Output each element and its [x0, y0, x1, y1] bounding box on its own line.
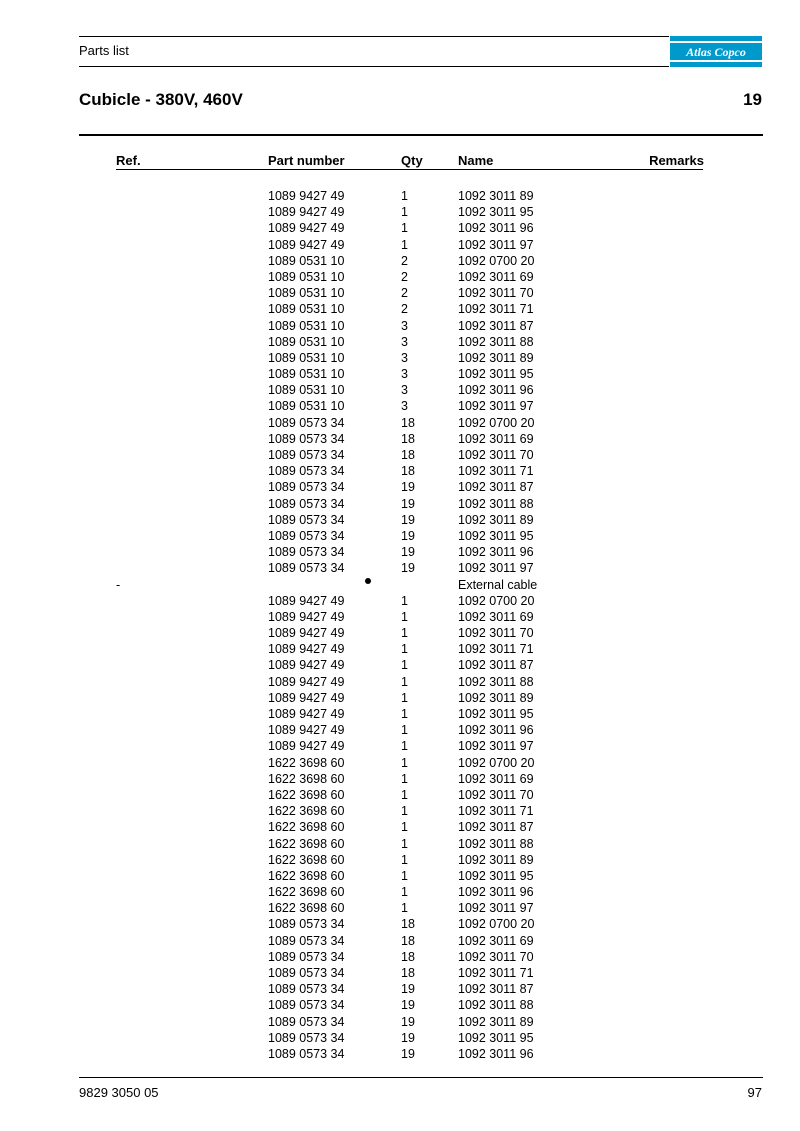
name-cell: 1092 3011 71	[458, 642, 534, 657]
name-cell: 1092 3011 88	[458, 334, 534, 349]
qty-cell: 3	[401, 318, 408, 333]
table-row	[0, 610, 800, 626]
name-cell: 1092 3011 96	[458, 545, 534, 560]
col-header-qty: Qty	[401, 153, 423, 168]
part-number-cell: 1089 9427 49	[268, 626, 345, 641]
table-row	[0, 885, 800, 901]
qty-cell: 1	[401, 626, 408, 641]
part-number-cell: 1622 3698 60	[268, 868, 345, 883]
table-row	[0, 448, 800, 464]
qty-cell: 19	[401, 1014, 415, 1029]
part-number-cell: 1089 0573 34	[268, 448, 345, 462]
document-number: 9829 3050 05	[79, 1085, 159, 1100]
qty-cell: 1	[401, 189, 408, 203]
name-cell: 1092 3011 96	[458, 723, 534, 738]
part-number-cell: 1089 0573 34	[268, 966, 345, 980]
part-number-cell: 1089 0531 10	[268, 399, 345, 414]
qty-cell: 19	[401, 982, 415, 997]
name-cell: 1092 3011 88	[458, 836, 534, 851]
part-number-cell: 1089 0573 34	[268, 933, 345, 948]
col-header-name: Name	[458, 153, 494, 168]
table-row	[0, 642, 800, 658]
name-cell: 1092 3011 70	[458, 787, 534, 802]
table-row	[0, 286, 800, 302]
name-cell: 1092 3011 96	[458, 1046, 534, 1061]
qty-cell: 3	[401, 334, 408, 349]
qty-cell: 1	[401, 771, 408, 786]
svg-text:Atlas Copco: Atlas Copco	[686, 45, 746, 59]
table-row	[0, 221, 800, 237]
table-row	[0, 739, 800, 755]
part-number-cell: 1089 0531 10	[268, 253, 345, 268]
header-label: Parts list	[79, 43, 129, 58]
name-cell: 1092 3011 70	[458, 448, 534, 462]
qty-cell: 18	[401, 431, 415, 446]
part-number-cell: 1089 9427 49	[268, 609, 345, 624]
table-row	[0, 1047, 800, 1063]
qty-cell: 19	[401, 561, 415, 576]
name-cell: 1092 3011 69	[458, 933, 534, 948]
table-row	[0, 561, 800, 577]
name-cell: 1092 3011 89	[458, 1014, 534, 1029]
name-cell: 1092 3011 87	[458, 658, 534, 673]
table-row	[0, 497, 800, 513]
qty-cell: 1	[401, 237, 408, 252]
qty-cell: 18	[401, 949, 415, 964]
name-cell: 1092 3011 95	[458, 707, 534, 721]
part-number-cell: 1089 9427 49	[268, 707, 345, 721]
part-number-cell: 1089 9427 49	[268, 593, 345, 608]
name-cell: 1092 3011 97	[458, 399, 534, 414]
table-row	[0, 756, 800, 772]
qty-cell: 2	[401, 302, 408, 317]
qty-cell: 1	[401, 852, 408, 867]
name-cell: 1092 3011 95	[458, 367, 534, 382]
part-number-cell: 1622 3698 60	[268, 787, 345, 802]
table-row	[0, 319, 800, 335]
table-row	[0, 270, 800, 286]
name-cell: 1092 3011 71	[458, 804, 534, 819]
name-cell: 1092 3011 88	[458, 496, 534, 511]
ref-cell: -	[116, 577, 121, 592]
part-number-cell: 1089 0531 10	[268, 334, 345, 349]
table-row	[0, 464, 800, 480]
table-row	[0, 917, 800, 933]
qty-cell: 19	[401, 528, 415, 543]
qty-cell: 19	[401, 1046, 415, 1061]
qty-cell: 19	[401, 998, 415, 1013]
qty-cell: 19	[401, 480, 415, 495]
name-cell: 1092 3011 89	[458, 512, 534, 527]
name-cell: 1092 3011 97	[458, 561, 534, 576]
name-cell: 1092 3011 89	[458, 189, 534, 203]
qty-cell: 1	[401, 836, 408, 851]
part-number-cell: 1089 0573 34	[268, 998, 345, 1013]
name-cell: 1092 3011 87	[458, 480, 534, 495]
name-cell: 1092 3011 70	[458, 286, 534, 301]
part-number-cell: 1089 0573 34	[268, 561, 345, 576]
name-cell: 1092 3011 88	[458, 998, 534, 1013]
name-cell: 1092 3011 95	[458, 205, 534, 220]
qty-cell: 19	[401, 545, 415, 560]
part-number-cell: 1089 9427 49	[268, 723, 345, 738]
title-rule	[79, 134, 763, 136]
part-number-cell: 1089 9427 49	[268, 690, 345, 705]
name-cell: 1092 3011 96	[458, 383, 534, 398]
table-row	[0, 1031, 800, 1047]
qty-cell: 18	[401, 917, 415, 932]
part-number-cell: 1089 0573 34	[268, 1046, 345, 1061]
name-cell: 1092 3011 95	[458, 528, 534, 543]
part-number-cell: 1622 3698 60	[268, 852, 345, 867]
qty-cell: 19	[401, 496, 415, 511]
part-number-cell: 1089 0573 34	[268, 528, 345, 543]
name-cell: 1092 3011 97	[458, 739, 534, 754]
table-row	[0, 723, 800, 739]
name-cell: 1092 3011 96	[458, 885, 534, 900]
part-number-cell: 1089 9427 49	[268, 739, 345, 754]
name-cell: 1092 3011 69	[458, 269, 534, 284]
name-cell: 1092 3011 97	[458, 237, 534, 252]
name-cell: 1092 3011 88	[458, 674, 534, 689]
table-row	[0, 432, 800, 448]
part-number-cell: 1089 0573 34	[268, 496, 345, 511]
name-cell: 1092 0700 20	[458, 755, 535, 770]
name-cell: 1092 3011 89	[458, 350, 534, 365]
qty-cell: 1	[401, 205, 408, 220]
part-number-cell: 1089 0573 34	[268, 431, 345, 446]
table-row	[0, 675, 800, 691]
table-row	[0, 416, 800, 432]
table-row	[0, 399, 800, 415]
page-title: Cubicle - 380V, 460V	[79, 90, 243, 109]
qty-cell: 3	[401, 367, 408, 382]
table-row	[0, 302, 800, 318]
qty-cell: 1	[401, 707, 408, 721]
qty-cell: 3	[401, 399, 408, 414]
qty-cell: 1	[401, 674, 408, 689]
page-number: 97	[747, 1085, 762, 1100]
qty-cell: 1	[401, 690, 408, 705]
qty-cell: 1	[401, 787, 408, 802]
part-number-cell: 1622 3698 60	[268, 885, 345, 900]
table-row	[0, 335, 800, 351]
name-cell: 1092 3011 87	[458, 982, 534, 997]
name-cell: 1092 3011 71	[458, 302, 534, 317]
name-cell: 1092 3011 69	[458, 771, 534, 786]
qty-cell: 18	[401, 966, 415, 980]
part-number-cell: 1089 0573 34	[268, 917, 345, 932]
table-row	[0, 351, 800, 367]
table-row	[0, 480, 800, 496]
header-rule-bottom	[79, 66, 669, 67]
qty-cell: 3	[401, 350, 408, 365]
name-cell: 1092 3011 97	[458, 901, 534, 916]
part-number-cell: 1089 9427 49	[268, 205, 345, 220]
part-number-cell: 1089 0531 10	[268, 302, 345, 317]
part-number-cell: 1089 9427 49	[268, 642, 345, 657]
qty-cell: 1	[401, 901, 408, 916]
table-row	[0, 934, 800, 950]
table-row	[0, 383, 800, 399]
name-cell: External cable	[458, 577, 538, 592]
qty-cell: 19	[401, 1030, 415, 1045]
part-number-cell: 1089 0531 10	[268, 350, 345, 365]
part-number-cell: 1089 0531 10	[268, 269, 345, 284]
name-cell: 1092 3011 89	[458, 690, 534, 705]
qty-cell: 1	[401, 593, 408, 608]
table-row	[0, 966, 800, 982]
table-row	[0, 513, 800, 529]
part-number-cell: 1089 0573 34	[268, 415, 345, 430]
table-row	[0, 772, 800, 788]
section-number: 19	[743, 90, 762, 109]
qty-cell: 2	[401, 253, 408, 268]
table-row	[0, 189, 800, 205]
table-row	[0, 367, 800, 383]
part-number-cell: 1089 0573 34	[268, 949, 345, 964]
qty-cell: 1	[401, 609, 408, 624]
part-number-cell: 1089 0531 10	[268, 367, 345, 382]
table-row	[0, 594, 800, 610]
part-number-cell: 1089 0573 34	[268, 512, 345, 527]
part-number-cell: 1089 0573 34	[268, 1014, 345, 1029]
table-row	[0, 820, 800, 836]
table-row	[0, 545, 800, 561]
part-number-cell: 1089 9427 49	[268, 658, 345, 673]
qty-cell: 1	[401, 658, 408, 673]
part-number-cell: 1089 0531 10	[268, 383, 345, 398]
qty-cell: 1	[401, 820, 408, 835]
part-number-cell: 1089 0573 34	[268, 545, 345, 560]
part-number-cell: 1089 0573 34	[268, 1030, 345, 1045]
name-cell: 1092 3011 71	[458, 966, 534, 980]
col-header-ref: Ref.	[116, 153, 141, 168]
part-number-cell: 1089 9427 49	[268, 189, 345, 203]
part-number-cell: 1622 3698 60	[268, 804, 345, 819]
part-number-cell: 1089 9427 49	[268, 237, 345, 252]
name-cell: 1092 3011 87	[458, 318, 534, 333]
name-cell: 1092 3011 70	[458, 949, 534, 964]
name-cell: 1092 0700 20	[458, 253, 535, 268]
part-number-cell: 1089 0573 34	[268, 464, 345, 479]
qty-cell: 2	[401, 269, 408, 284]
qty-cell: 3	[401, 383, 408, 398]
table-row	[0, 853, 800, 869]
name-cell: 1092 3011 69	[458, 609, 534, 624]
qty-cell: 18	[401, 464, 415, 479]
table-row	[0, 950, 800, 966]
qty-cell: 1	[401, 755, 408, 770]
name-cell: 1092 3011 69	[458, 431, 534, 446]
table-row	[0, 658, 800, 674]
table-row	[0, 205, 800, 221]
col-header-part-number: Part number	[268, 153, 345, 168]
table-row	[0, 804, 800, 820]
table-row	[0, 901, 800, 917]
footer-rule	[79, 1077, 763, 1078]
qty-cell: 1	[401, 739, 408, 754]
name-cell: 1092 3011 87	[458, 820, 534, 835]
qty-cell: 1	[401, 221, 408, 236]
name-cell: 1092 0700 20	[458, 415, 535, 430]
part-number-cell: 1089 0531 10	[268, 318, 345, 333]
table-row	[0, 837, 800, 853]
table-row	[0, 238, 800, 254]
qty-cell: 1	[401, 723, 408, 738]
col-header-remarks: Remarks	[649, 153, 704, 168]
part-number-cell: 1089 9427 49	[268, 674, 345, 689]
name-cell: 1092 3011 96	[458, 221, 534, 236]
atlas-copco-logo	[670, 36, 762, 67]
table-row	[0, 626, 800, 642]
table-row	[0, 1015, 800, 1031]
part-number-cell: 1622 3698 60	[268, 836, 345, 851]
part-number-cell: 1622 3698 60	[268, 820, 345, 835]
qty-cell: 18	[401, 448, 415, 462]
table-row	[0, 707, 800, 723]
table-row	[0, 529, 800, 545]
name-cell: 1092 0700 20	[458, 917, 535, 932]
table-row	[0, 998, 800, 1014]
table-row	[0, 788, 800, 804]
name-cell: 1092 0700 20	[458, 593, 535, 608]
name-cell: 1092 3011 89	[458, 852, 534, 867]
part-number-cell: 1622 3698 60	[268, 901, 345, 916]
qty-cell: 1	[401, 885, 408, 900]
table-row	[0, 869, 800, 885]
qty-cell: 1	[401, 804, 408, 819]
name-cell: 1092 3011 95	[458, 868, 534, 883]
part-number-cell: 1089 0531 10	[268, 286, 345, 301]
qty-cell: 18	[401, 933, 415, 948]
qty-cell: 19	[401, 512, 415, 527]
header-rule-top	[79, 36, 669, 37]
table-row	[0, 578, 800, 594]
part-number-cell: 1089 0573 34	[268, 982, 345, 997]
table-row	[0, 691, 800, 707]
qty-cell: 1	[401, 868, 408, 883]
part-number-cell: 1089 9427 49	[268, 221, 345, 236]
table-header-rule	[116, 169, 703, 170]
part-number-cell: 1622 3698 60	[268, 771, 345, 786]
qty-cell: 1	[401, 642, 408, 657]
qty-cell: 2	[401, 286, 408, 301]
parts-table-body	[0, 189, 800, 1063]
table-row	[0, 982, 800, 998]
bullet-icon	[365, 578, 371, 584]
part-number-cell: 1089 0573 34	[268, 480, 345, 495]
name-cell: 1092 3011 71	[458, 464, 534, 479]
name-cell: 1092 3011 70	[458, 626, 534, 641]
table-row	[0, 254, 800, 270]
name-cell: 1092 3011 95	[458, 1030, 534, 1045]
qty-cell: 18	[401, 415, 415, 430]
part-number-cell: 1622 3698 60	[268, 755, 345, 770]
